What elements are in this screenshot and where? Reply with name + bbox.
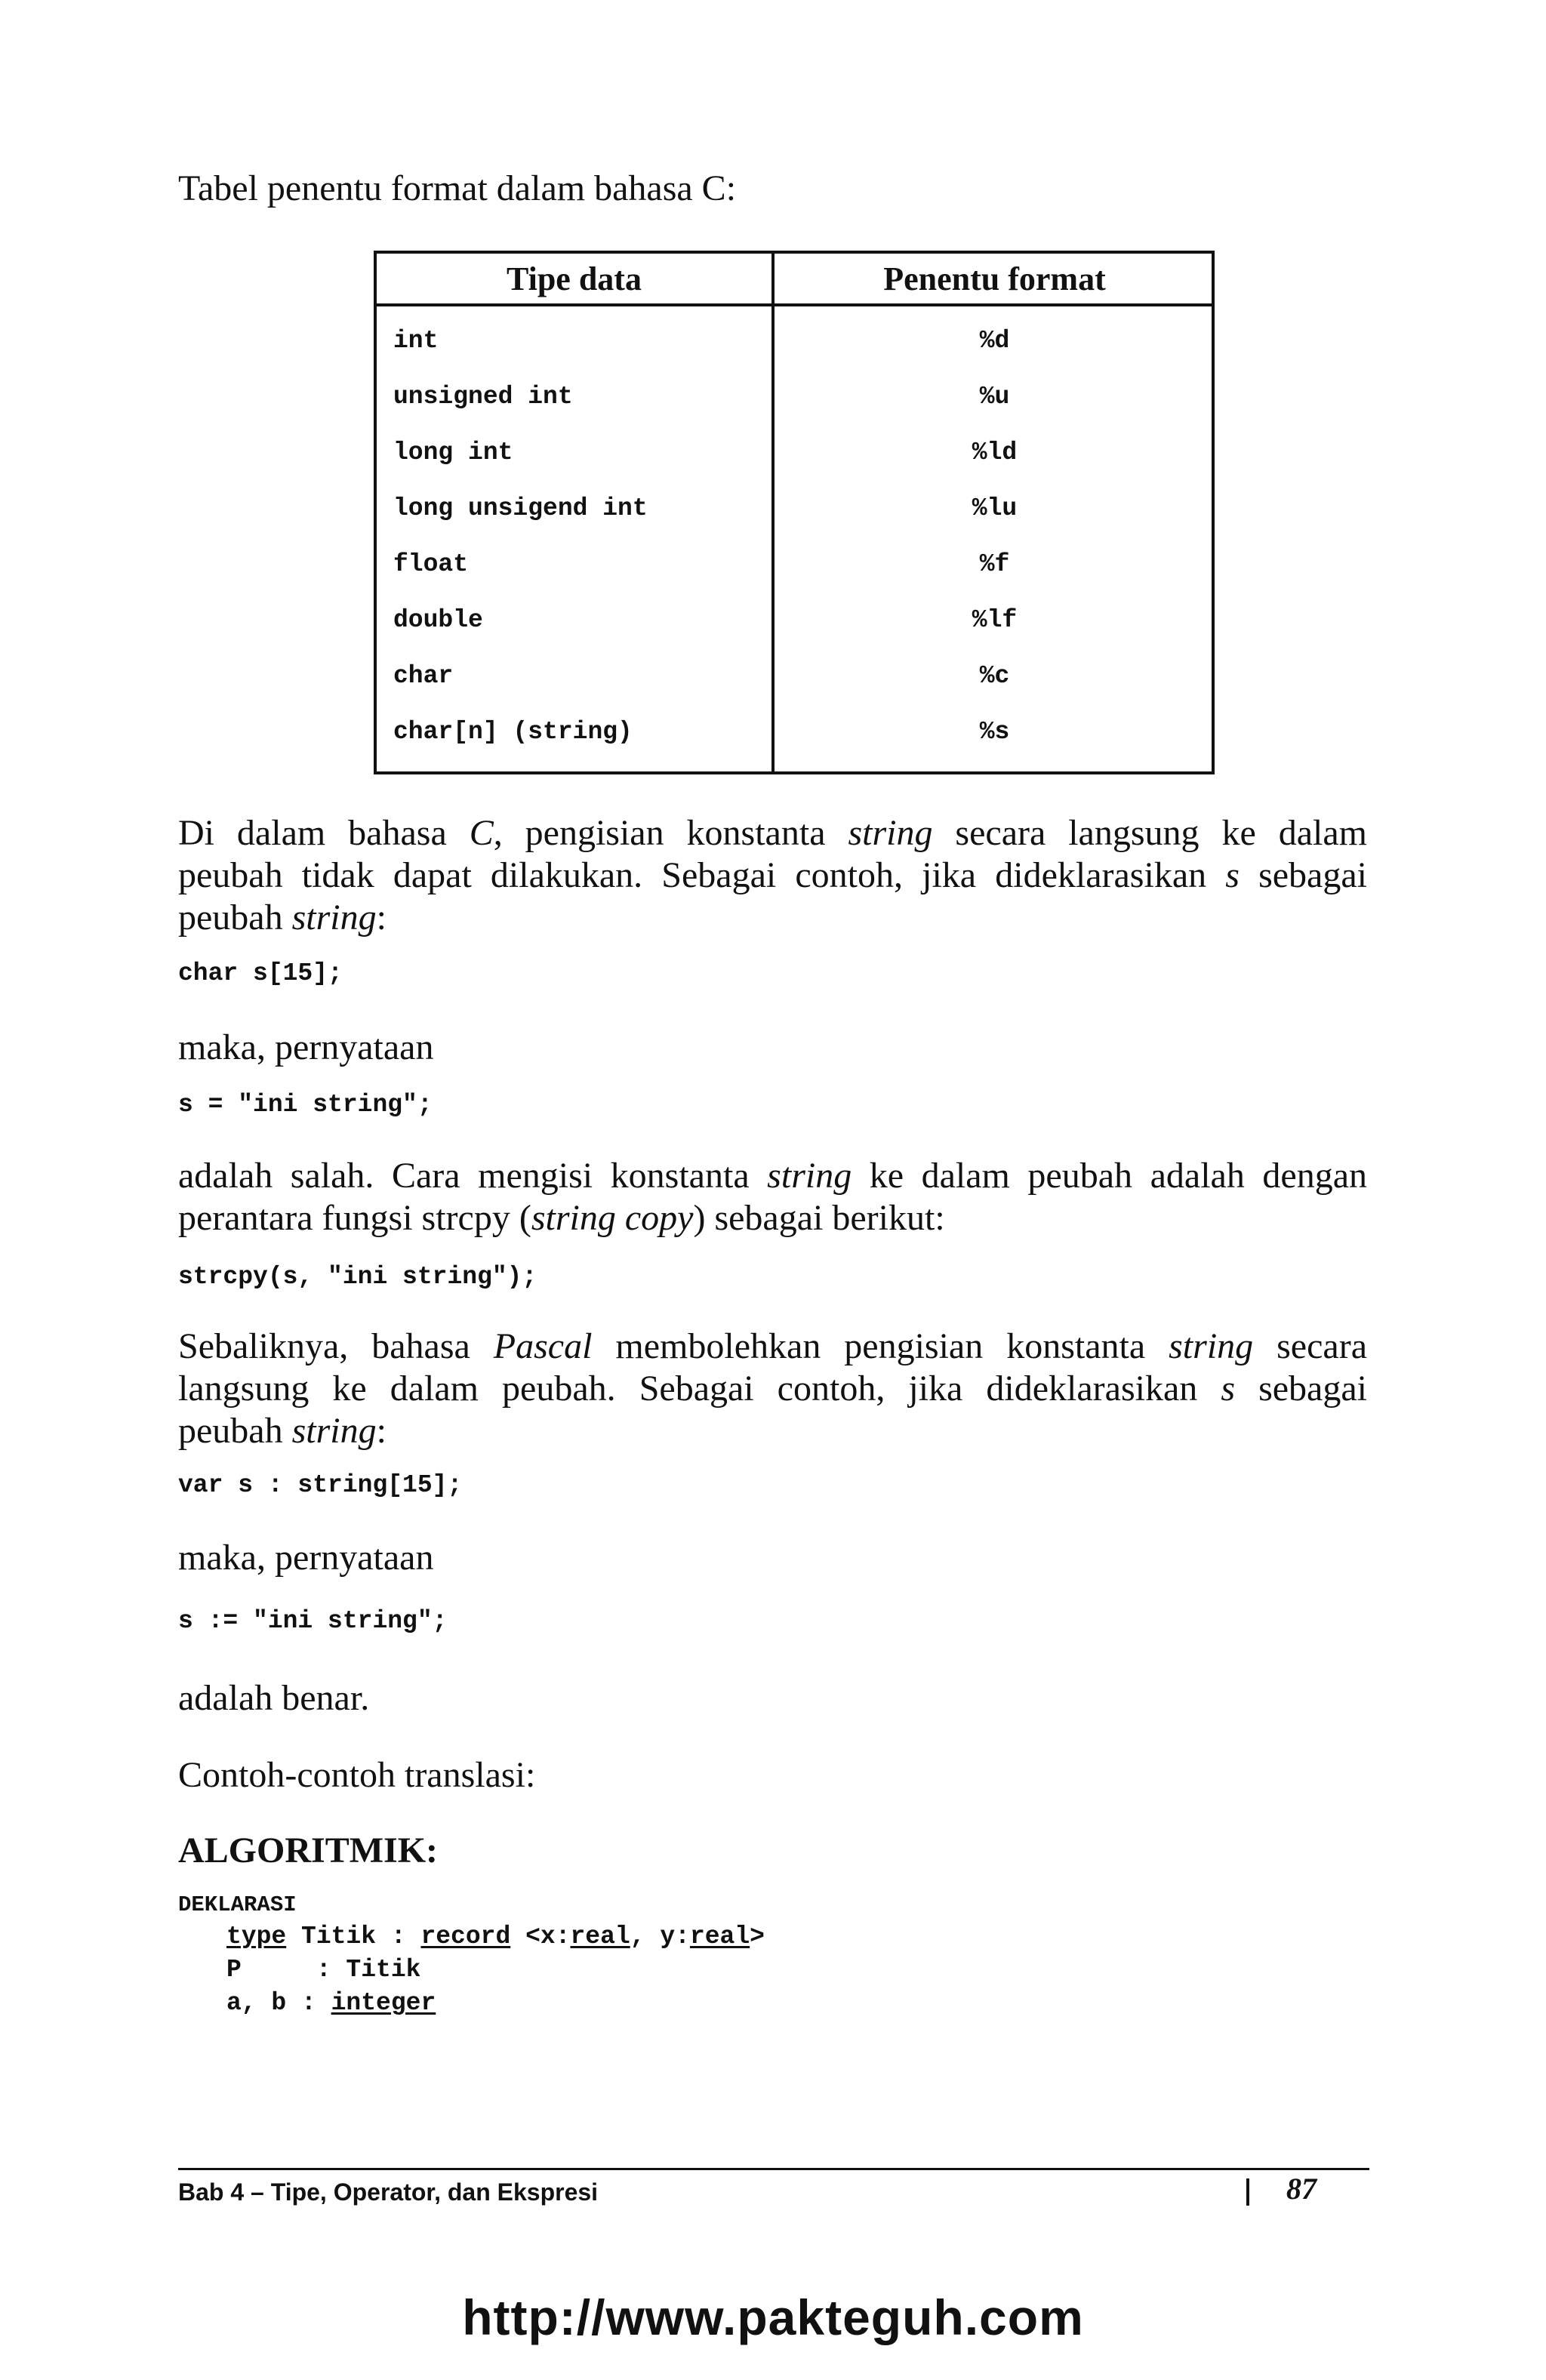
row-format: %u [979,383,1010,411]
row-type: char [393,662,454,690]
footer-chapter: Bab 4 – Tipe, Operator, dan Ekspresi [178,2178,599,2206]
page-number: 87 [1286,2172,1317,2206]
row-format: %lf [972,606,1018,634]
paragraph-line: peubah tidak dapat dilakukan. Sebagai contoh, jika dideklarasikan s sebagai [178,855,1368,895]
row-type: long int [393,439,513,466]
algo-p-line: P : Titik [226,1956,421,1984]
row-type: char[n] (string) [393,718,633,746]
benar-text: adalah benar. [178,1678,370,1718]
footer-separator [1246,2178,1249,2206]
maka-text-2: maka, pernyataan [178,1538,434,1578]
site-url: http://www.pakteguh.com [462,2289,1084,2345]
paragraph-line: peubah string: [178,1411,386,1451]
table-intro [178,168,736,210]
algo-ab-line: a, b : integer [226,1989,436,2017]
paragraph-strcpy [178,1155,1367,1239]
code-strcpy: strcpy(s, "ini string"); [178,1263,537,1291]
row-format: %s [979,718,1010,746]
row-type: float [393,550,469,578]
algo-type-line: type Titik : record <x:real, y:real> [226,1923,765,1950]
row-format: %ld [972,439,1018,466]
row-format: %d [979,327,1010,355]
row-type: int [393,327,439,355]
format-table [374,251,1215,774]
row-type: unsigned int [393,383,573,411]
paragraph-line: langsung ke dalam peubah. Sebagai contoh, jika dideklarasikan s sebagai [178,1369,1368,1409]
row-type: double [393,606,483,634]
algoritmik-heading: ALGORITMIK: [178,1830,439,1870]
header-divider [377,303,1212,306]
paragraph-line: peubah string: [178,898,386,938]
algo-deklarasi: DEKLARASI [178,1892,297,1917]
paragraph-pascal [178,1325,1367,1452]
paragraph-c-string [178,812,1367,939]
intro-text: Tabel penentu format dalam bahasa C: [178,168,737,208]
code-pascal-assign: s := "ini string"; [178,1607,448,1635]
code-pascal-var: var s : string[15]; [178,1471,463,1499]
footer-rule [178,2168,1369,2170]
header-penentu-format: Penentu format [883,260,1106,297]
maka-text: maka, pernyataan [178,1027,434,1067]
row-format: %lu [972,494,1018,522]
code-c-assign: s = "ini string"; [178,1091,433,1119]
header-tipe-data: Tipe data [507,260,642,297]
paragraph-line: Di dalam bahasa C, pengisian konstanta string secara langsung ke dalam [178,813,1368,853]
row-format: %c [979,662,1010,690]
paragraph-line: Sebaliknya, bahasa Pascal membolehkan pengisian konstanta string secara [178,1326,1367,1366]
paragraph-line: perantara fungsi strcpy (string copy) sebagai berikut: [178,1198,945,1238]
row-type: long unsigend int [393,494,648,522]
contoh-heading: Contoh-contoh translasi: [178,1755,536,1795]
paragraph-line: adalah salah. Cara mengisi konstanta string ke dalam peubah adalah dengan [178,1156,1367,1196]
code-char-decl: char s[15]; [178,959,343,987]
row-format: %f [979,550,1010,578]
